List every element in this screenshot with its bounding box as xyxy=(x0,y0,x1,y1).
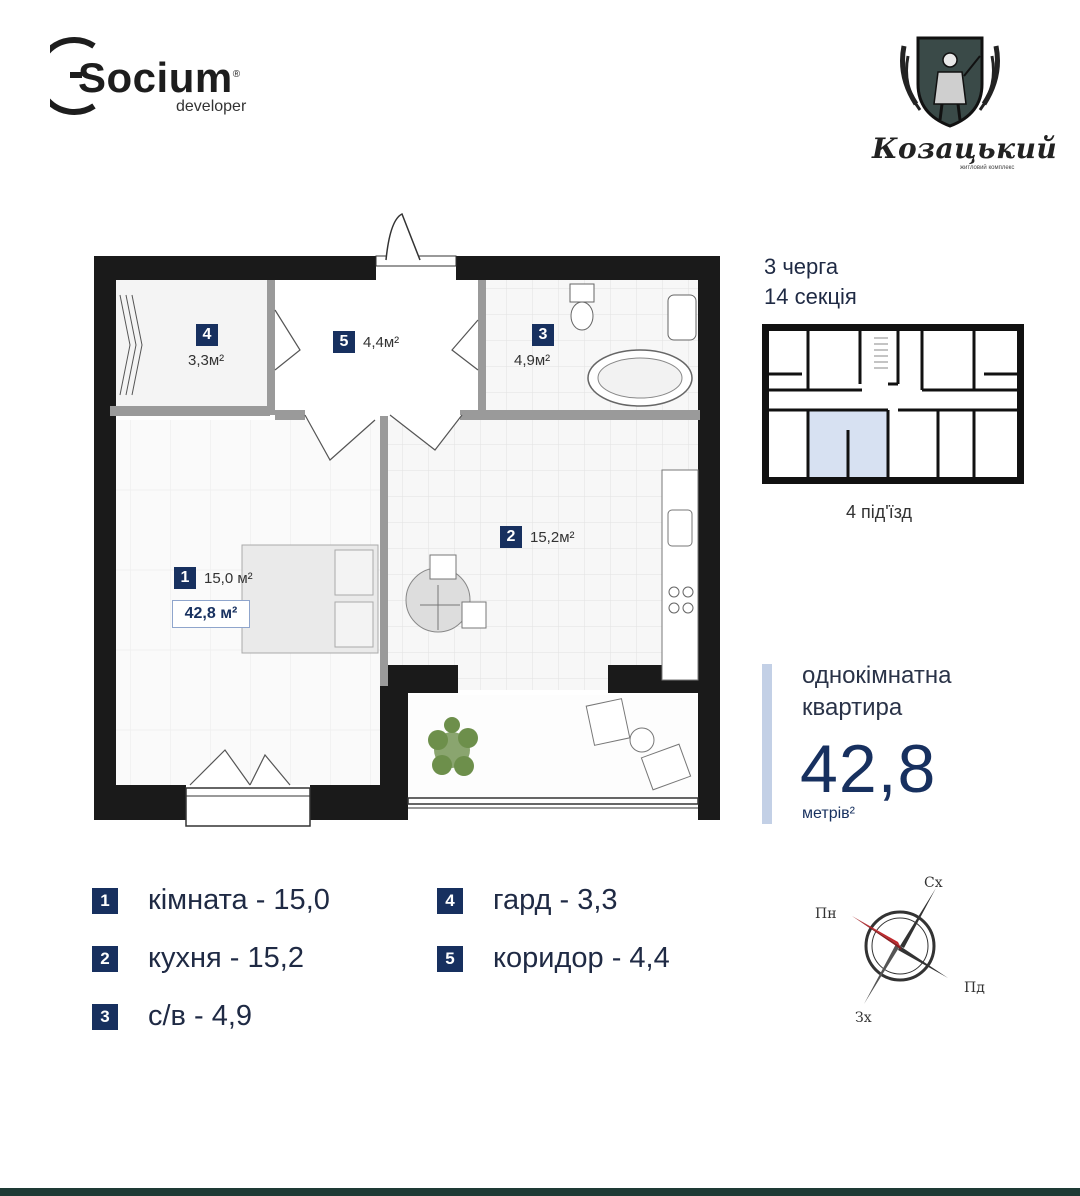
compass-north-label: Пн xyxy=(815,906,837,922)
room-3-tag: 3 xyxy=(532,324,554,346)
legend-item-3: 3 с/в - 4,9 xyxy=(92,1000,252,1033)
compass-rose-icon xyxy=(848,884,958,1024)
cossack-emblem-icon xyxy=(898,26,1002,130)
compass-south-label: Пд xyxy=(964,980,985,996)
legend-item-2: 2 кухня - 15,2 xyxy=(92,942,304,975)
compass-west-label: Зх xyxy=(855,1010,872,1026)
legend-item-1: 1 кімната - 15,0 xyxy=(92,884,330,917)
legend-item-5: 5 коридор - 4,4 xyxy=(437,942,670,975)
section-plan-map xyxy=(762,324,1024,488)
bottom-bar xyxy=(0,1188,1080,1196)
room-4-tag: 4 xyxy=(196,324,218,346)
apartment-area: 42,8 xyxy=(800,731,937,807)
room-1-tag: 1 15,0 м² xyxy=(174,567,253,589)
logo-subtitle: developer xyxy=(176,98,247,115)
room-2-tag: 2 15,2м² xyxy=(500,526,575,548)
section-label: 14 секція xyxy=(764,284,857,309)
apartment-type: однокімнатна квартира xyxy=(802,662,952,721)
room-4-area: 3,3м² xyxy=(188,352,225,369)
apartment-area-unit: метрів² xyxy=(802,805,855,822)
brand-name: Козацький xyxy=(872,132,1058,165)
brand-subtitle: житловий комплекс xyxy=(960,165,1015,171)
total-area-box: 42,8 м² xyxy=(172,600,250,628)
queue-label: 3 черга xyxy=(764,254,839,279)
compass-east-label: Сх xyxy=(924,875,943,891)
floor-plan xyxy=(90,210,730,830)
legend-item-4: 4 гард - 3,3 xyxy=(437,884,618,917)
room-5-tag: 5 4,4м² xyxy=(333,331,399,353)
logo-wordmark: Socium® xyxy=(78,54,241,101)
entrance-label: 4 під'їзд xyxy=(846,502,913,522)
accent-bar xyxy=(762,664,772,824)
room-3-area: 4,9м² xyxy=(514,352,551,369)
